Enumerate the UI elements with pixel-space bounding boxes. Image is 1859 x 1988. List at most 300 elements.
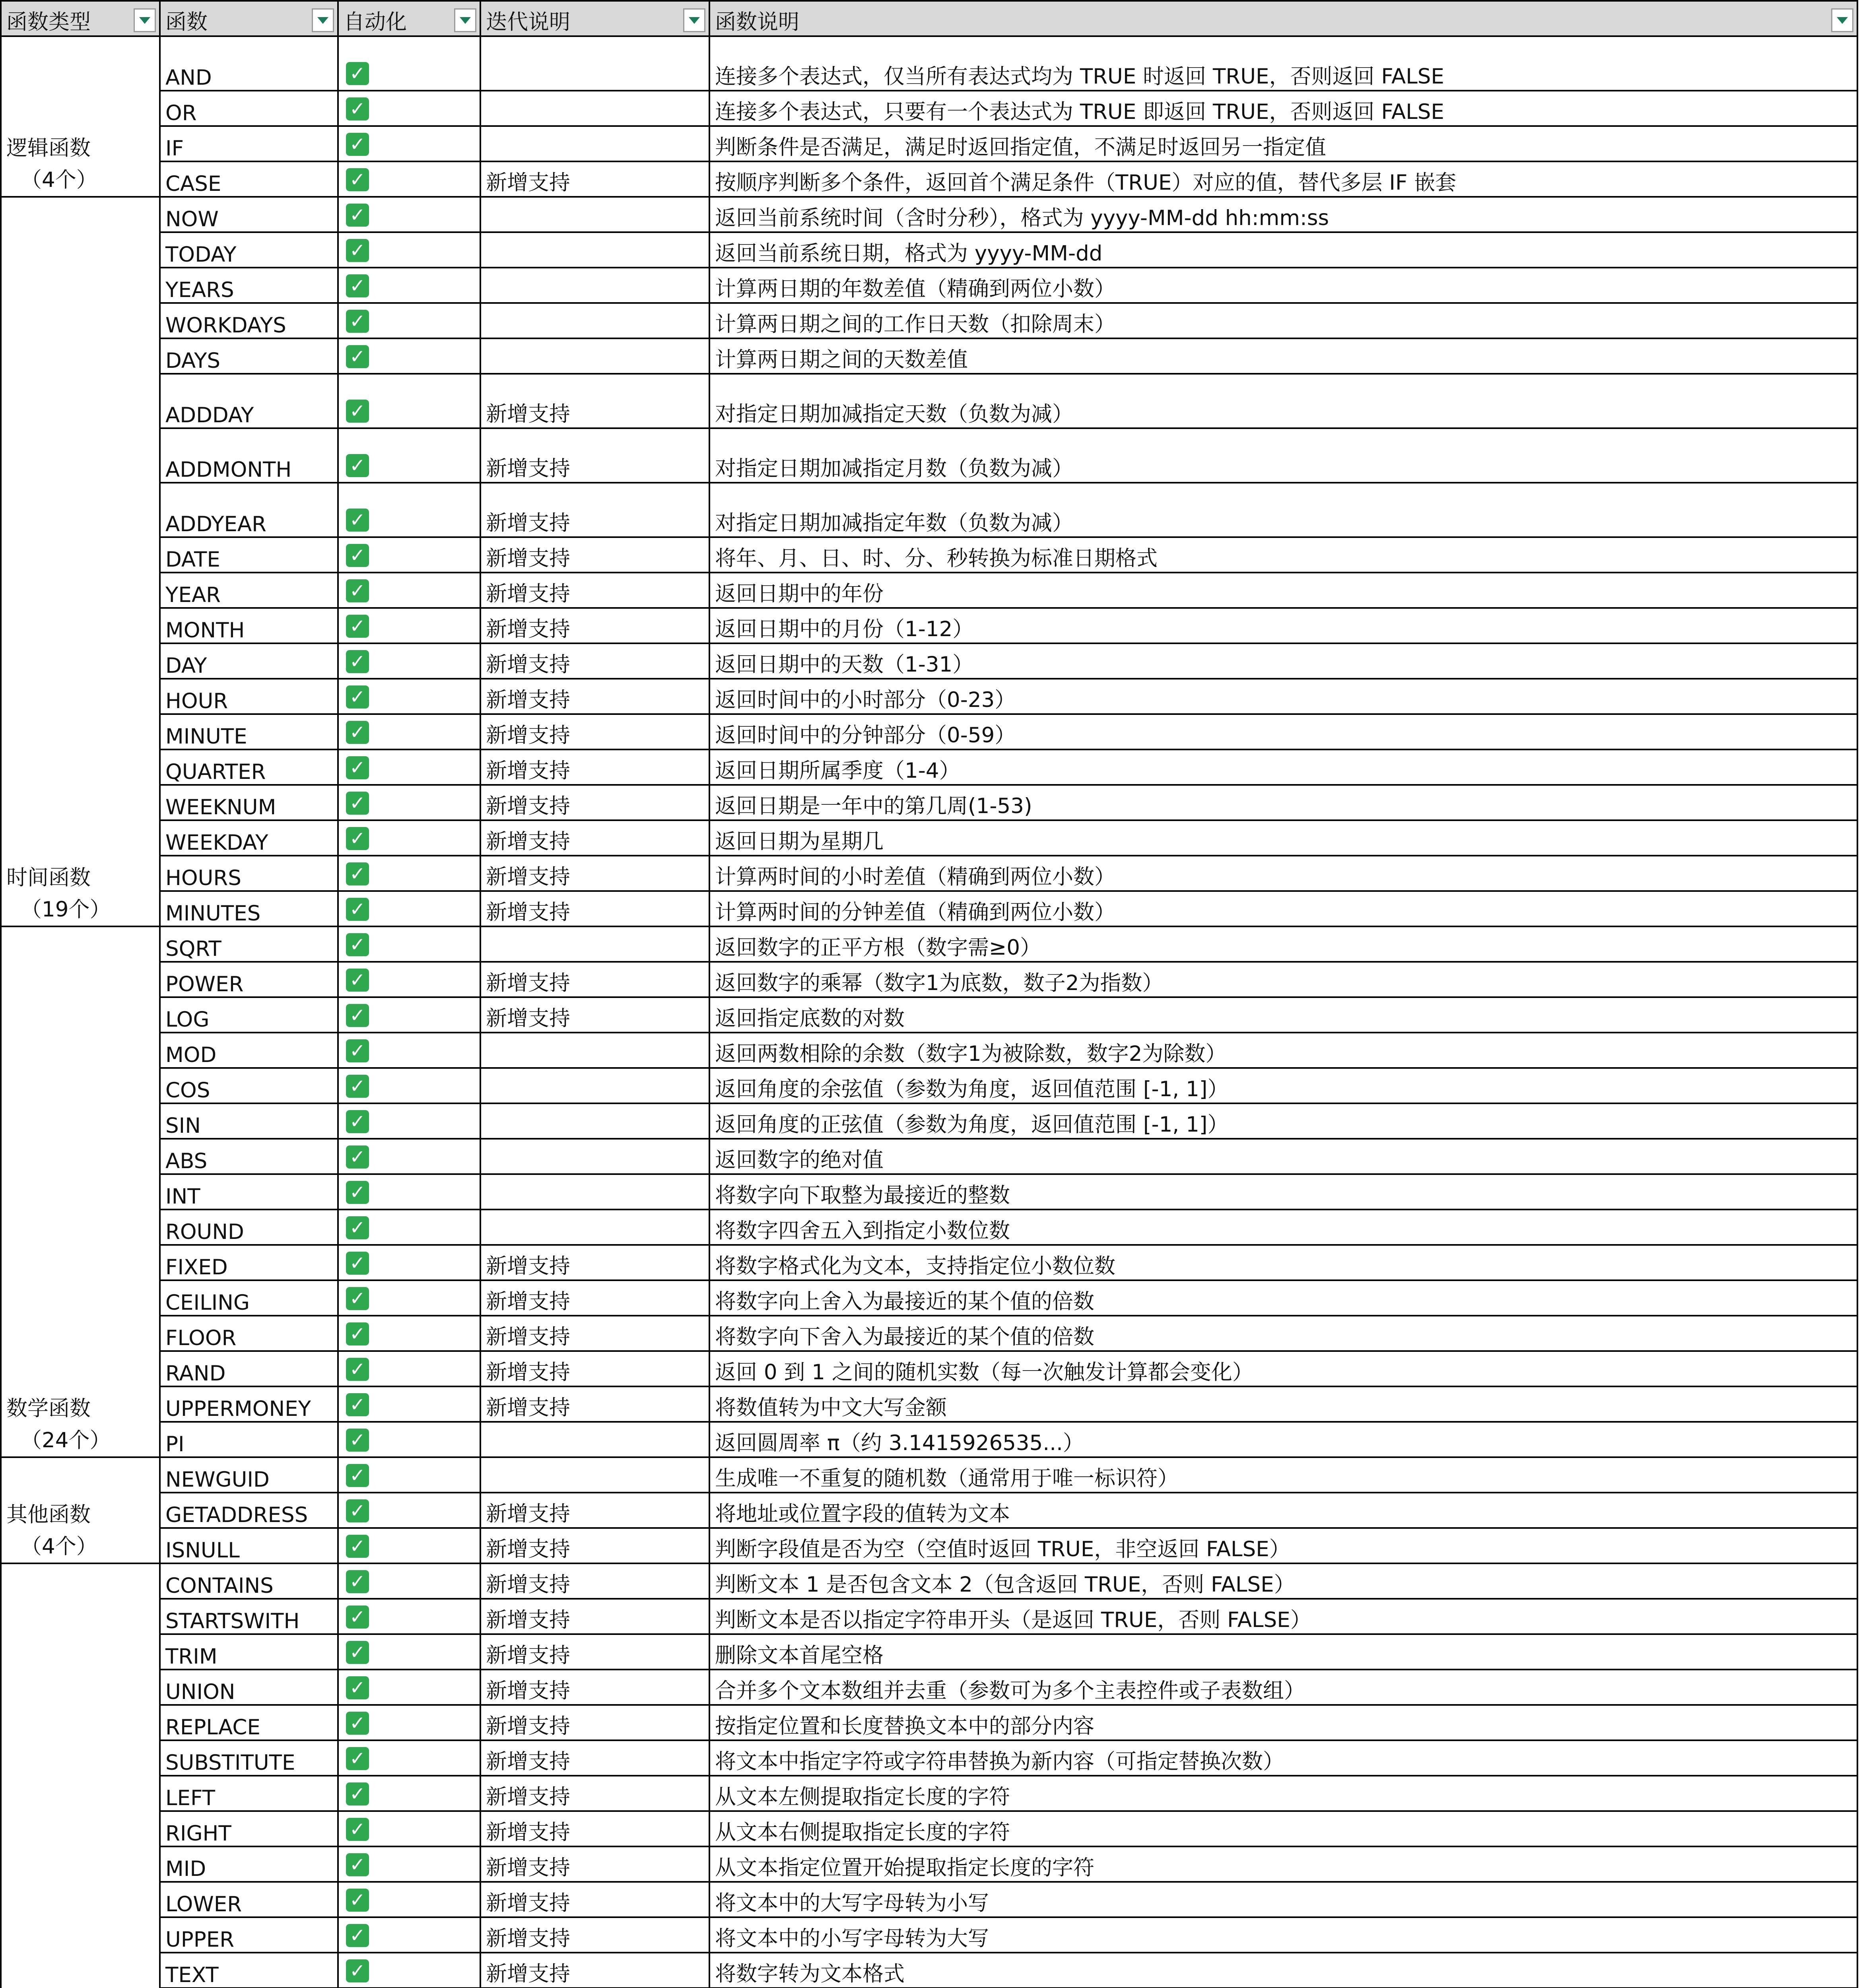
iteration-cell[interactable] bbox=[480, 1457, 709, 1493]
iteration-cell[interactable]: 新增支持 bbox=[480, 1953, 709, 1988]
iteration-cell[interactable] bbox=[480, 197, 709, 232]
iteration-cell[interactable]: 新增支持 bbox=[480, 820, 709, 856]
check-mark-icon: ✓ bbox=[346, 1889, 369, 1912]
iteration-cell[interactable]: 新增支持 bbox=[480, 856, 709, 891]
function-name-cell[interactable]: ISNULL bbox=[160, 1528, 338, 1563]
check-mark-icon: ✓ bbox=[346, 756, 369, 779]
auto-cell[interactable] bbox=[338, 679, 480, 714]
table-row bbox=[1, 338, 1857, 374]
function-name-cell[interactable]: NEWGUID bbox=[160, 1457, 338, 1493]
description-cell[interactable]: 返回日期中的年份 bbox=[709, 573, 1857, 608]
function-name-cell[interactable]: AND bbox=[160, 36, 338, 91]
function-name-cell[interactable]: STARTSWITH bbox=[160, 1599, 338, 1634]
auto-cell[interactable] bbox=[338, 1953, 480, 1988]
iteration-cell[interactable]: 新增支持 bbox=[480, 1386, 709, 1422]
function-name-cell[interactable]: DAY bbox=[160, 643, 338, 679]
description-cell[interactable]: 按指定位置和长度替换文本中的部分内容 bbox=[709, 1705, 1857, 1740]
function-name-cell[interactable]: TODAY bbox=[160, 232, 338, 268]
description-cell[interactable]: 将数字转为文本格式 bbox=[709, 1953, 1857, 1988]
filter-dropdown-icon[interactable] bbox=[1831, 8, 1853, 32]
iteration-cell[interactable]: 新增支持 bbox=[480, 749, 709, 785]
auto-cell[interactable] bbox=[338, 91, 480, 126]
category-cell[interactable] bbox=[1, 197, 160, 926]
category-count: （4个） bbox=[21, 168, 97, 192]
table-row bbox=[1, 962, 1857, 997]
description-cell[interactable]: 将数字向上舍入为最接近的某个值的倍数 bbox=[709, 1280, 1857, 1316]
header-row bbox=[1, 1, 1857, 36]
check-mark-icon: ✓ bbox=[346, 1570, 369, 1593]
function-name-cell[interactable]: CEILING bbox=[160, 1280, 338, 1316]
auto-cell[interactable] bbox=[338, 1776, 480, 1811]
category-cell[interactable] bbox=[1, 1563, 160, 1988]
function-name-cell[interactable]: SQRT bbox=[160, 926, 338, 962]
header-auto[interactable] bbox=[338, 1, 480, 36]
check-mark-icon: ✓ bbox=[346, 1322, 369, 1345]
auto-cell[interactable] bbox=[338, 1386, 480, 1422]
auto-cell[interactable] bbox=[338, 338, 480, 374]
table-row bbox=[1, 1209, 1857, 1245]
check-mark-icon: ✓ bbox=[346, 1110, 369, 1133]
table-row bbox=[1, 161, 1857, 197]
function-name-cell[interactable]: PI bbox=[160, 1422, 338, 1457]
description-cell[interactable]: 将地址或位置字段的值转为文本 bbox=[709, 1493, 1857, 1528]
function-name-cell[interactable]: MONTH bbox=[160, 608, 338, 643]
check-mark-icon: ✓ bbox=[346, 1712, 369, 1735]
function-name-cell[interactable]: MID bbox=[160, 1846, 338, 1882]
function-name-cell[interactable]: DATE bbox=[160, 537, 338, 573]
table-row bbox=[1, 856, 1857, 891]
auto-cell[interactable] bbox=[338, 1457, 480, 1493]
function-name-cell[interactable]: MOD bbox=[160, 1033, 338, 1068]
iteration-cell[interactable] bbox=[480, 338, 709, 374]
description-cell[interactable]: 返回日期中的月份（1-12） bbox=[709, 608, 1857, 643]
function-name-cell[interactable]: CONTAINS bbox=[160, 1563, 338, 1599]
category-cell[interactable] bbox=[1, 1457, 160, 1563]
function-name-cell[interactable]: MINUTE bbox=[160, 714, 338, 749]
iteration-cell[interactable]: 新增支持 bbox=[480, 1563, 709, 1599]
description-cell[interactable]: 返回指定底数的对数 bbox=[709, 997, 1857, 1033]
description-cell[interactable]: 计算两时间的小时差值（精确到两位小数） bbox=[709, 856, 1857, 891]
auto-cell[interactable] bbox=[338, 1245, 480, 1280]
function-name-cell[interactable]: LOG bbox=[160, 997, 338, 1033]
table-row bbox=[1, 126, 1857, 161]
auto-cell[interactable] bbox=[338, 1882, 480, 1917]
auto-cell[interactable] bbox=[338, 1033, 480, 1068]
iteration-cell[interactable] bbox=[480, 232, 709, 268]
function-name-cell[interactable]: WEEKDAY bbox=[160, 820, 338, 856]
iteration-cell[interactable]: 新增支持 bbox=[480, 1705, 709, 1740]
iteration-cell[interactable]: 新增支持 bbox=[480, 1811, 709, 1846]
description-cell[interactable]: 判断字段值是否为空（空值时返回 TRUE，非空返回 FALSE） bbox=[709, 1528, 1857, 1563]
check-mark-icon: ✓ bbox=[346, 1464, 369, 1487]
function-name-cell[interactable]: ROUND bbox=[160, 1209, 338, 1245]
table-row bbox=[1, 1776, 1857, 1811]
category-name: 其他函数 bbox=[6, 1503, 91, 1527]
function-name-cell[interactable]: SIN bbox=[160, 1103, 338, 1139]
iteration-cell[interactable] bbox=[480, 126, 709, 161]
description-cell[interactable]: 从文本指定位置开始提取指定长度的字符 bbox=[709, 1846, 1857, 1882]
iteration-cell[interactable]: 新增支持 bbox=[480, 1917, 709, 1953]
iteration-cell[interactable]: 新增支持 bbox=[480, 997, 709, 1033]
description-cell[interactable]: 返回日期所属季度（1-4） bbox=[709, 749, 1857, 785]
header-category[interactable] bbox=[1, 1, 160, 36]
table-row bbox=[1, 1563, 1857, 1599]
auto-cell[interactable] bbox=[338, 428, 480, 483]
function-name-cell[interactable]: NOW bbox=[160, 197, 338, 232]
description-cell[interactable]: 将文本中的大写字母转为小写 bbox=[709, 1882, 1857, 1917]
category-count: （4个） bbox=[21, 1534, 97, 1559]
iteration-cell[interactable]: 新增支持 bbox=[480, 537, 709, 573]
check-mark-icon: ✓ bbox=[346, 1287, 369, 1310]
iteration-cell[interactable]: 新增支持 bbox=[480, 1882, 709, 1917]
auto-cell[interactable] bbox=[338, 820, 480, 856]
description-cell[interactable]: 删除文本首尾空格 bbox=[709, 1634, 1857, 1670]
auto-cell[interactable] bbox=[338, 126, 480, 161]
table-row bbox=[1, 1351, 1857, 1386]
description-cell[interactable]: 返回两数相除的余数（数字1为被除数，数字2为除数） bbox=[709, 1033, 1857, 1068]
function-name-cell[interactable]: FLOOR bbox=[160, 1316, 338, 1351]
auto-cell[interactable] bbox=[338, 483, 480, 537]
table-row bbox=[1, 1599, 1857, 1634]
iteration-cell[interactable]: 新增支持 bbox=[480, 1245, 709, 1280]
function-name-cell[interactable]: LEFT bbox=[160, 1776, 338, 1811]
iteration-cell[interactable]: 新增支持 bbox=[480, 962, 709, 997]
auto-cell[interactable] bbox=[338, 1563, 480, 1599]
table-row bbox=[1, 1103, 1857, 1139]
function-name-cell[interactable]: HOURS bbox=[160, 856, 338, 891]
description-cell[interactable]: 返回时间中的小时部分（0-23） bbox=[709, 679, 1857, 714]
iteration-cell[interactable] bbox=[480, 1103, 709, 1139]
description-cell[interactable]: 返回角度的余弦值（参数为角度，返回值范围 [-1, 1]） bbox=[709, 1068, 1857, 1103]
table-row bbox=[1, 643, 1857, 679]
description-cell[interactable]: 返回日期中的天数（1-31） bbox=[709, 643, 1857, 679]
iteration-cell[interactable] bbox=[480, 1139, 709, 1174]
iteration-cell[interactable]: 新增支持 bbox=[480, 1846, 709, 1882]
function-name-cell[interactable]: UPPERMONEY bbox=[160, 1386, 338, 1422]
check-mark-icon: ✓ bbox=[346, 1606, 369, 1629]
description-cell[interactable]: 返回圆周率 π（约 3.1415926535...） bbox=[709, 1422, 1857, 1457]
function-name-cell[interactable]: FIXED bbox=[160, 1245, 338, 1280]
auto-cell[interactable] bbox=[338, 573, 480, 608]
function-name-cell[interactable]: IF bbox=[160, 126, 338, 161]
iteration-cell[interactable]: 新增支持 bbox=[480, 785, 709, 820]
iteration-cell[interactable]: 新增支持 bbox=[480, 1528, 709, 1563]
iteration-cell[interactable]: 新增支持 bbox=[480, 643, 709, 679]
iteration-cell[interactable]: 新增支持 bbox=[480, 714, 709, 749]
table-row bbox=[1, 537, 1857, 573]
check-mark-icon: ✓ bbox=[346, 62, 369, 85]
auto-cell[interactable] bbox=[338, 1316, 480, 1351]
auto-cell[interactable] bbox=[338, 1351, 480, 1386]
table-row bbox=[1, 1634, 1857, 1670]
auto-cell[interactable] bbox=[338, 1917, 480, 1953]
auto-cell[interactable] bbox=[338, 36, 480, 91]
description-cell[interactable]: 计算两日期的年数差值（精确到两位小数） bbox=[709, 268, 1857, 303]
table-row bbox=[1, 1280, 1857, 1316]
description-cell[interactable]: 判断条件是否满足，满足时返回指定值，不满足时返回另一指定值 bbox=[709, 126, 1857, 161]
function-name-cell[interactable]: YEAR bbox=[160, 573, 338, 608]
check-mark-icon: ✓ bbox=[346, 650, 369, 673]
category-cell[interactable] bbox=[1, 926, 160, 1457]
check-mark-icon: ✓ bbox=[346, 454, 369, 477]
auto-cell[interactable] bbox=[338, 1599, 480, 1634]
description-cell[interactable]: 将数字向下舍入为最接近的某个值的倍数 bbox=[709, 1316, 1857, 1351]
iteration-cell[interactable] bbox=[480, 36, 709, 91]
category-name: 数学函数 bbox=[6, 1396, 91, 1421]
description-cell[interactable]: 返回当前系统时间（含时分秒），格式为 yyyy-MM-dd hh:mm:ss bbox=[709, 197, 1857, 232]
header-iteration-label: 迭代说明 bbox=[486, 10, 570, 34]
check-mark-icon: ✓ bbox=[346, 792, 369, 815]
auto-cell[interactable] bbox=[338, 1670, 480, 1705]
iteration-cell[interactable]: 新增支持 bbox=[480, 161, 709, 197]
auto-cell[interactable] bbox=[338, 1422, 480, 1457]
iteration-cell[interactable]: 新增支持 bbox=[480, 1351, 709, 1386]
description-cell[interactable]: 合并多个文本数组并去重（参数可为多个主表控件或子表数组） bbox=[709, 1670, 1857, 1705]
description-cell[interactable]: 计算两时间的分钟差值（精确到两位小数） bbox=[709, 891, 1857, 926]
iteration-cell[interactable] bbox=[480, 926, 709, 962]
check-mark-icon: ✓ bbox=[346, 239, 369, 262]
function-name-cell[interactable]: TEXT bbox=[160, 1953, 338, 1988]
table-row bbox=[1, 1139, 1857, 1174]
description-cell[interactable]: 返回 0 到 1 之间的随机实数（每一次触发计算都会变化） bbox=[709, 1351, 1857, 1386]
iteration-cell[interactable] bbox=[480, 268, 709, 303]
table-row bbox=[1, 608, 1857, 643]
function-name-cell[interactable]: UNION bbox=[160, 1670, 338, 1705]
auto-cell[interactable] bbox=[338, 962, 480, 997]
category-name: 时间函数 bbox=[6, 866, 91, 890]
function-name-cell[interactable]: DAYS bbox=[160, 338, 338, 374]
header-function[interactable] bbox=[160, 1, 338, 36]
header-iteration[interactable] bbox=[480, 1, 709, 36]
category-count: （24个） bbox=[21, 1428, 111, 1452]
function-name-cell[interactable]: COS bbox=[160, 1068, 338, 1103]
description-cell[interactable]: 返回角度的正弦值（参数为角度，返回值范围 [-1, 1]） bbox=[709, 1103, 1857, 1139]
header-function-label: 函数 bbox=[165, 10, 208, 34]
function-name-cell[interactable]: GETADDRESS bbox=[160, 1493, 338, 1528]
description-cell[interactable]: 将年、月、日、时、分、秒转换为标准日期格式 bbox=[709, 537, 1857, 573]
description-cell[interactable]: 返回当前系统日期，格式为 yyyy-MM-dd bbox=[709, 232, 1857, 268]
description-cell[interactable]: 连接多个表达式，只要有一个表达式为 TRUE 即返回 TRUE，否则返回 FALSE bbox=[709, 91, 1857, 126]
description-cell[interactable]: 返回日期为星期几 bbox=[709, 820, 1857, 856]
function-name-cell[interactable]: REPLACE bbox=[160, 1705, 338, 1740]
check-mark-icon: ✓ bbox=[346, 721, 369, 744]
check-mark-icon: ✓ bbox=[346, 1393, 369, 1416]
description-cell[interactable]: 将文本中的小写字母转为大写 bbox=[709, 1917, 1857, 1953]
description-cell[interactable]: 对指定日期加减指定年数（负数为减） bbox=[709, 483, 1857, 537]
function-name-cell[interactable]: ABS bbox=[160, 1139, 338, 1174]
function-name-cell[interactable]: YEARS bbox=[160, 268, 338, 303]
category-cell[interactable] bbox=[1, 36, 160, 197]
auto-cell[interactable] bbox=[338, 997, 480, 1033]
filter-dropdown-icon[interactable] bbox=[134, 8, 156, 32]
check-mark-icon: ✓ bbox=[346, 345, 369, 368]
iteration-cell[interactable] bbox=[480, 91, 709, 126]
iteration-cell[interactable]: 新增支持 bbox=[480, 679, 709, 714]
table-row bbox=[1, 749, 1857, 785]
iteration-cell[interactable] bbox=[480, 1174, 709, 1209]
description-cell[interactable]: 按顺序判断多个条件，返回首个满足条件（TRUE）对应的值，替代多层 IF 嵌套 bbox=[709, 161, 1857, 197]
auto-cell[interactable] bbox=[338, 268, 480, 303]
auto-cell[interactable] bbox=[338, 1103, 480, 1139]
table-row bbox=[1, 268, 1857, 303]
description-cell[interactable]: 将文本中指定字符或字符串替换为新内容（可指定替换次数） bbox=[709, 1740, 1857, 1776]
iteration-cell[interactable] bbox=[480, 303, 709, 338]
check-mark-icon: ✓ bbox=[346, 1853, 369, 1876]
iteration-cell[interactable]: 新增支持 bbox=[480, 483, 709, 537]
auto-cell[interactable] bbox=[338, 1068, 480, 1103]
auto-cell[interactable] bbox=[338, 537, 480, 573]
check-mark-icon: ✓ bbox=[346, 1535, 369, 1558]
auto-cell[interactable] bbox=[338, 1634, 480, 1670]
function-name-cell[interactable]: MINUTES bbox=[160, 891, 338, 926]
auto-cell[interactable] bbox=[338, 161, 480, 197]
table-row bbox=[1, 1386, 1857, 1422]
check-mark-icon: ✓ bbox=[346, 1747, 369, 1770]
function-name-cell[interactable]: RAND bbox=[160, 1351, 338, 1386]
table-row bbox=[1, 483, 1857, 537]
auto-cell[interactable] bbox=[338, 1139, 480, 1174]
description-cell[interactable]: 判断文本是否以指定字符串开头（是返回 TRUE，否则 FALSE） bbox=[709, 1599, 1857, 1634]
check-mark-icon: ✓ bbox=[346, 1075, 369, 1098]
category-count: （19个） bbox=[21, 897, 111, 922]
auto-cell[interactable] bbox=[338, 197, 480, 232]
iteration-cell[interactable]: 新增支持 bbox=[480, 1740, 709, 1776]
auto-cell[interactable] bbox=[338, 714, 480, 749]
table-row bbox=[1, 1882, 1857, 1917]
auto-cell[interactable] bbox=[338, 856, 480, 891]
function-name-cell[interactable]: RIGHT bbox=[160, 1811, 338, 1846]
table-row bbox=[1, 1740, 1857, 1776]
description-cell[interactable]: 判断文本 1 是否包含文本 2（包含返回 TRUE，否则 FALSE） bbox=[709, 1563, 1857, 1599]
iteration-cell[interactable]: 新增支持 bbox=[480, 1776, 709, 1811]
filter-dropdown-icon[interactable] bbox=[454, 8, 476, 32]
function-name-cell[interactable]: TRIM bbox=[160, 1634, 338, 1670]
description-cell[interactable]: 连接多个表达式，仅当所有表达式均为 TRUE 时返回 TRUE，否则返回 FALSE bbox=[709, 36, 1857, 91]
check-mark-icon: ✓ bbox=[346, 274, 369, 297]
function-name-cell[interactable]: WEEKNUM bbox=[160, 785, 338, 820]
auto-cell[interactable] bbox=[338, 1811, 480, 1846]
auto-cell[interactable] bbox=[338, 1740, 480, 1776]
description-cell[interactable]: 计算两日期之间的工作日天数（扣除周末） bbox=[709, 303, 1857, 338]
table-row bbox=[1, 573, 1857, 608]
table-row bbox=[1, 1422, 1857, 1457]
description-cell[interactable]: 返回日期是一年中的第几周(1-53) bbox=[709, 785, 1857, 820]
check-mark-icon: ✓ bbox=[346, 1358, 369, 1381]
iteration-cell[interactable]: 新增支持 bbox=[480, 374, 709, 428]
check-mark-icon: ✓ bbox=[346, 1429, 369, 1452]
auto-cell[interactable] bbox=[338, 374, 480, 428]
table-row bbox=[1, 1245, 1857, 1280]
description-cell[interactable]: 返回数字的乘幂（数字1为底数，数子2为指数） bbox=[709, 962, 1857, 997]
auto-cell[interactable] bbox=[338, 749, 480, 785]
iteration-cell[interactable]: 新增支持 bbox=[480, 1599, 709, 1634]
description-cell[interactable]: 对指定日期加减指定天数（负数为减） bbox=[709, 374, 1857, 428]
iteration-cell[interactable]: 新增支持 bbox=[480, 1634, 709, 1670]
iteration-cell[interactable]: 新增支持 bbox=[480, 1280, 709, 1316]
auto-cell[interactable] bbox=[338, 1846, 480, 1882]
function-name-cell[interactable]: UPPER bbox=[160, 1917, 338, 1953]
check-mark-icon: ✓ bbox=[346, 1145, 369, 1169]
auto-cell[interactable] bbox=[338, 232, 480, 268]
table-row bbox=[1, 303, 1857, 338]
check-mark-icon: ✓ bbox=[346, 898, 369, 921]
filter-dropdown-icon[interactable] bbox=[683, 8, 705, 32]
auto-cell[interactable] bbox=[338, 785, 480, 820]
iteration-cell[interactable]: 新增支持 bbox=[480, 1316, 709, 1351]
function-name-cell[interactable]: OR bbox=[160, 91, 338, 126]
auto-cell[interactable] bbox=[338, 1280, 480, 1316]
iteration-cell[interactable] bbox=[480, 1422, 709, 1457]
function-name-cell[interactable]: HOUR bbox=[160, 679, 338, 714]
function-name-cell[interactable]: LOWER bbox=[160, 1882, 338, 1917]
table-row bbox=[1, 997, 1857, 1033]
table-row bbox=[1, 1174, 1857, 1209]
description-cell[interactable]: 生成唯一不重复的随机数（通常用于唯一标识符） bbox=[709, 1457, 1857, 1493]
description-cell[interactable]: 计算两日期之间的天数差值 bbox=[709, 338, 1857, 374]
function-name-cell[interactable]: INT bbox=[160, 1174, 338, 1209]
iteration-cell[interactable] bbox=[480, 1068, 709, 1103]
description-cell[interactable]: 从文本左侧提取指定长度的字符 bbox=[709, 1776, 1857, 1811]
auto-cell[interactable] bbox=[338, 1528, 480, 1563]
description-cell[interactable]: 将数字格式化为文本，支持指定位小数位数 bbox=[709, 1245, 1857, 1280]
auto-cell[interactable] bbox=[338, 303, 480, 338]
iteration-cell[interactable]: 新增支持 bbox=[480, 891, 709, 926]
description-cell[interactable]: 返回时间中的分钟部分（0-59） bbox=[709, 714, 1857, 749]
iteration-cell[interactable]: 新增支持 bbox=[480, 1670, 709, 1705]
iteration-cell[interactable]: 新增支持 bbox=[480, 428, 709, 483]
auto-cell[interactable] bbox=[338, 926, 480, 962]
auto-cell[interactable] bbox=[338, 1705, 480, 1740]
function-name-cell[interactable]: WORKDAYS bbox=[160, 303, 338, 338]
description-cell[interactable]: 将数字四舍五入到指定小数位数 bbox=[709, 1209, 1857, 1245]
function-name-cell[interactable]: SUBSTITUTE bbox=[160, 1740, 338, 1776]
header-description[interactable] bbox=[709, 1, 1857, 36]
description-cell[interactable]: 返回数字的正平方根（数字需≥0） bbox=[709, 926, 1857, 962]
filter-dropdown-icon[interactable] bbox=[312, 8, 334, 32]
function-name-cell[interactable]: QUARTER bbox=[160, 749, 338, 785]
function-name-cell[interactable]: CASE bbox=[160, 161, 338, 197]
table-row bbox=[1, 1953, 1857, 1988]
function-name-cell[interactable]: POWER bbox=[160, 962, 338, 997]
description-cell[interactable]: 返回数字的绝对值 bbox=[709, 1139, 1857, 1174]
iteration-cell[interactable]: 新增支持 bbox=[480, 573, 709, 608]
auto-cell[interactable] bbox=[338, 643, 480, 679]
auto-cell[interactable] bbox=[338, 1209, 480, 1245]
iteration-cell[interactable]: 新增支持 bbox=[480, 1493, 709, 1528]
iteration-cell[interactable] bbox=[480, 1033, 709, 1068]
iteration-cell[interactable]: 新增支持 bbox=[480, 608, 709, 643]
description-cell[interactable]: 从文本右侧提取指定长度的字符 bbox=[709, 1811, 1857, 1846]
function-name-cell[interactable]: ADDMONTH bbox=[160, 428, 338, 483]
auto-cell[interactable] bbox=[338, 608, 480, 643]
description-cell[interactable]: 对指定日期加减指定月数（负数为减） bbox=[709, 428, 1857, 483]
function-name-cell[interactable]: ADDYEAR bbox=[160, 483, 338, 537]
description-cell[interactable]: 将数值转为中文大写金额 bbox=[709, 1386, 1857, 1422]
function-name-cell[interactable]: ADDDAY bbox=[160, 374, 338, 428]
check-mark-icon: ✓ bbox=[346, 1818, 369, 1841]
description-cell[interactable]: 将数字向下取整为最接近的整数 bbox=[709, 1174, 1857, 1209]
check-mark-icon: ✓ bbox=[346, 579, 369, 602]
iteration-cell[interactable] bbox=[480, 1209, 709, 1245]
auto-cell[interactable] bbox=[338, 1174, 480, 1209]
check-mark-icon: ✓ bbox=[346, 1924, 369, 1947]
table-row bbox=[1, 1811, 1857, 1846]
check-mark-icon: ✓ bbox=[346, 509, 369, 532]
check-mark-icon: ✓ bbox=[346, 1181, 369, 1204]
header-category-label: 函数类型 bbox=[6, 10, 91, 34]
auto-cell[interactable] bbox=[338, 891, 480, 926]
auto-cell[interactable] bbox=[338, 1493, 480, 1528]
